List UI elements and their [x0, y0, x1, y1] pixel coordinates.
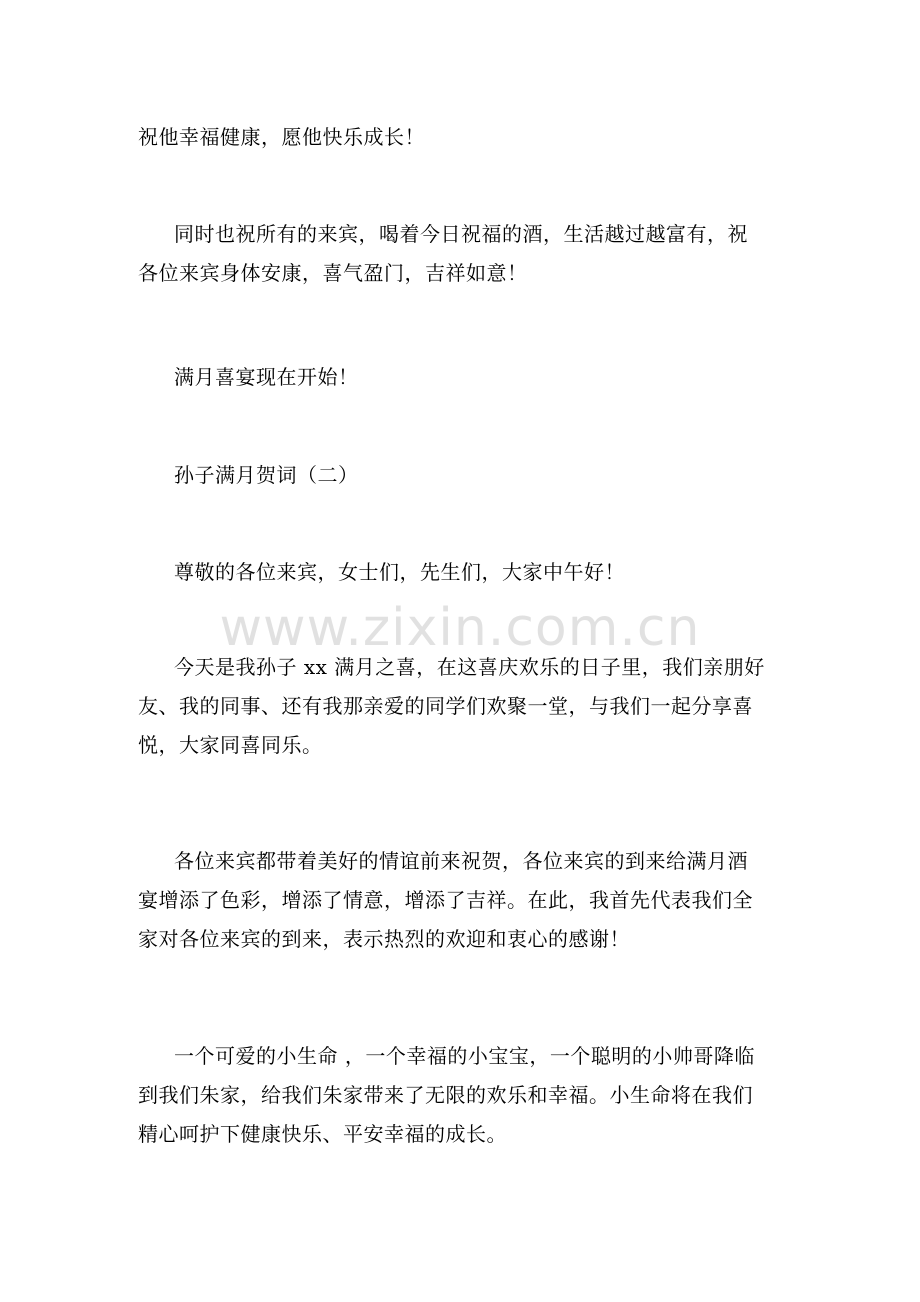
- paragraph-7: [138, 842, 798, 959]
- paragraph-1: [138, 118, 798, 157]
- paragraph-line: 精心呵护下健康快乐、平安幸福的成长。: [138, 1122, 507, 1146]
- section-heading: [138, 456, 798, 495]
- paragraph-line: 家对各位来宾的到来，表示热烈的欢迎和衷心的感谢！: [138, 927, 630, 951]
- paragraph-line: 各位来宾身体安康，喜气盈门，吉祥如意！: [138, 261, 528, 285]
- watermark: www.zixin.com.cn: [219, 598, 701, 658]
- paragraph-line: 祝他幸福健康，愿他快乐成长！: [138, 125, 425, 149]
- paragraph-line: 各位来宾都带着美好的情谊前来祝贺，各位来宾的到来给满月酒: [174, 849, 748, 873]
- paragraph-2: [138, 215, 798, 293]
- paragraph-line: 到我们朱家，给我们朱家带来了无限的欢乐和幸福。小生命将在我们: [138, 1083, 753, 1107]
- paragraph-8: [138, 1037, 798, 1154]
- paragraph-line: 今天是我孙子 xx 满月之喜，在这喜庆欢乐的日子里，我们亲朋好: [174, 655, 765, 679]
- paragraph-line: 孙子满月贺词（二）: [174, 463, 359, 487]
- paragraph-line: 宴增添了色彩，增添了情意，增添了吉祥。在此，我首先代表我们全: [138, 888, 753, 912]
- paragraph-line: 一个可爱的小生命 ，一个幸福的小宝宝，一个聪明的小帅哥降临: [174, 1044, 755, 1068]
- paragraph-line: 友、我的同事、还有我那亲爱的同学们欢聚一堂，与我们一起分享喜: [138, 694, 753, 718]
- paragraph-line: 同时也祝所有的来宾，喝着今日祝福的酒，生活越过越富有，祝: [174, 222, 748, 246]
- paragraph-line: 满月喜宴现在开始！: [174, 365, 359, 389]
- greeting: [138, 553, 798, 592]
- paragraph-line: 悦，大家同喜同乐。: [138, 733, 323, 757]
- paragraph-6: [138, 648, 798, 765]
- paragraph-line: 尊敬的各位来宾，女士们，先生们，大家中午好！: [174, 560, 625, 584]
- paragraph-3: [138, 358, 798, 397]
